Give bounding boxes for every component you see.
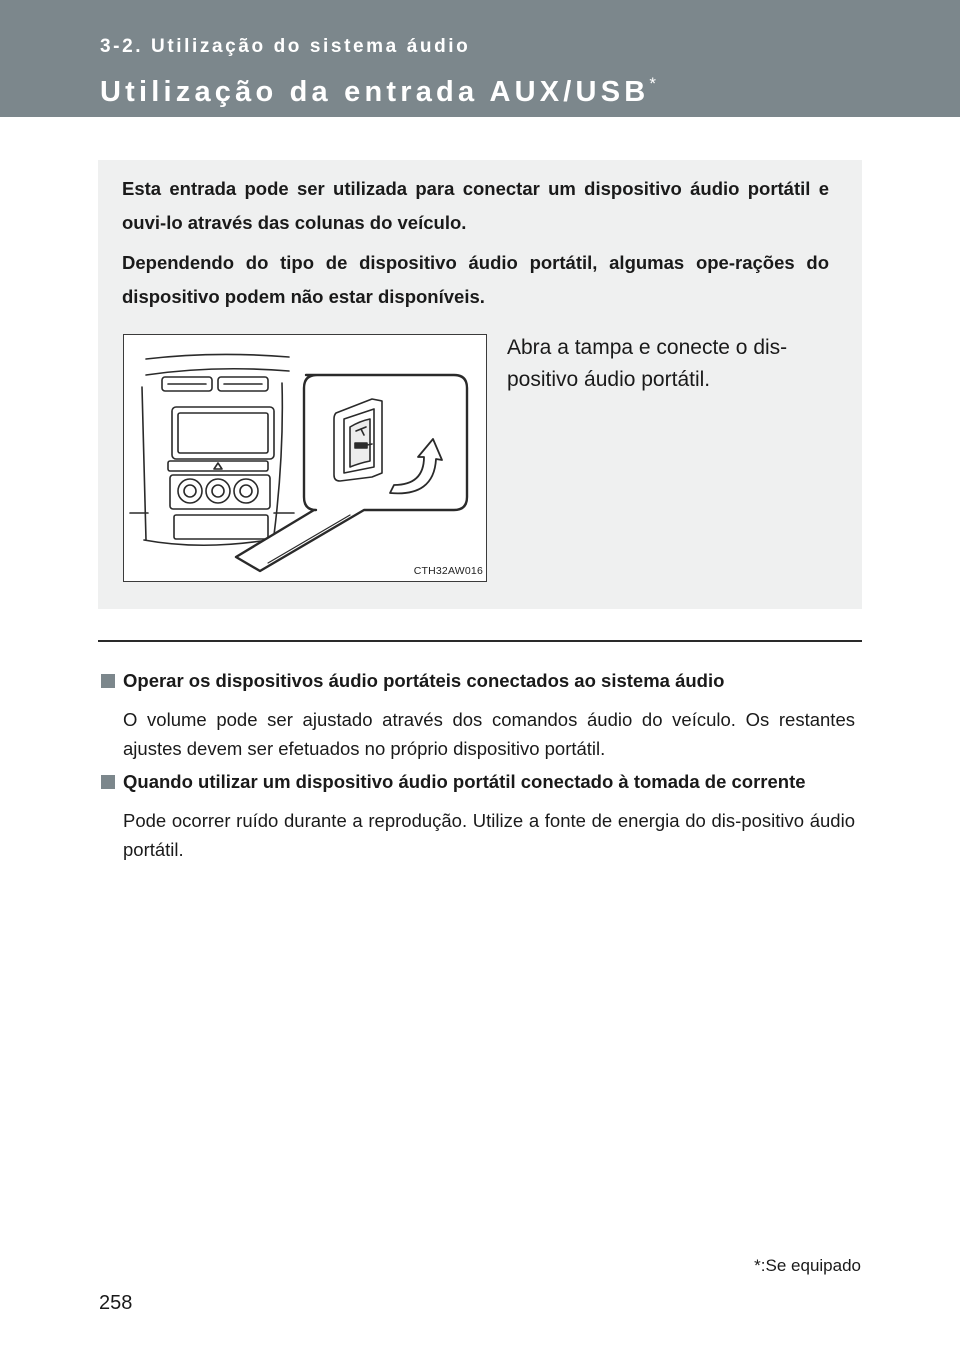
title-asterisk: * bbox=[649, 74, 657, 93]
figure-caption: Abra a tampa e conecte o dis-positivo áudio portátil. bbox=[507, 336, 788, 391]
info-item-heading bbox=[101, 768, 855, 796]
section-label: 3-2. Utilização do sistema áudio bbox=[100, 36, 471, 57]
info-item-body: Pode ocorrer ruído durante a reprodução. Utilize a fonte de energia do dis-positivo áudio portátil. bbox=[123, 810, 855, 860]
footnote-asterisk: * bbox=[754, 1256, 761, 1275]
info-item-power-outlet bbox=[101, 768, 855, 864]
intro-paragraph-1: Esta entrada pode ser utilizada para conectar um dispositivo áudio portátil e ouvi-lo através das colunas do veículo. bbox=[122, 178, 829, 233]
intro-paragraph-2: Dependendo do tipo de dispositivo áudio portátil, algumas ope-rações do dispositivo podem não estar disponíveis. bbox=[122, 252, 829, 307]
footnote-text: :Se equipado bbox=[760, 1256, 861, 1275]
info-item-heading-text: Quando utilizar um dispositivo áudio portátil conectado à tomada de corrente bbox=[123, 771, 806, 792]
square-bullet-icon bbox=[101, 775, 115, 789]
info-item-body: O volume pode ser ajustado através dos comandos áudio do veículo. Os restantes ajustes devem ser efetuados no próprio dispositivo portátil. bbox=[123, 709, 855, 759]
square-bullet-icon bbox=[101, 674, 115, 688]
info-item-heading-text: Operar os dispositivos áudio portáteis conectados ao sistema áudio bbox=[123, 670, 725, 691]
info-item-heading bbox=[101, 667, 855, 695]
section-divider bbox=[98, 640, 862, 642]
dashboard-console-drawing bbox=[124, 335, 486, 581]
footnote bbox=[754, 1256, 861, 1276]
page-header bbox=[0, 0, 960, 117]
page-number: 258 bbox=[99, 1292, 133, 1314]
page-title bbox=[100, 74, 656, 109]
figure-code: CTH32AW016 bbox=[413, 565, 483, 577]
title-text: Utilização da entrada AUX/USB bbox=[100, 76, 650, 108]
usb-aux-port-illustration bbox=[123, 334, 487, 582]
info-item-operate bbox=[101, 667, 855, 763]
